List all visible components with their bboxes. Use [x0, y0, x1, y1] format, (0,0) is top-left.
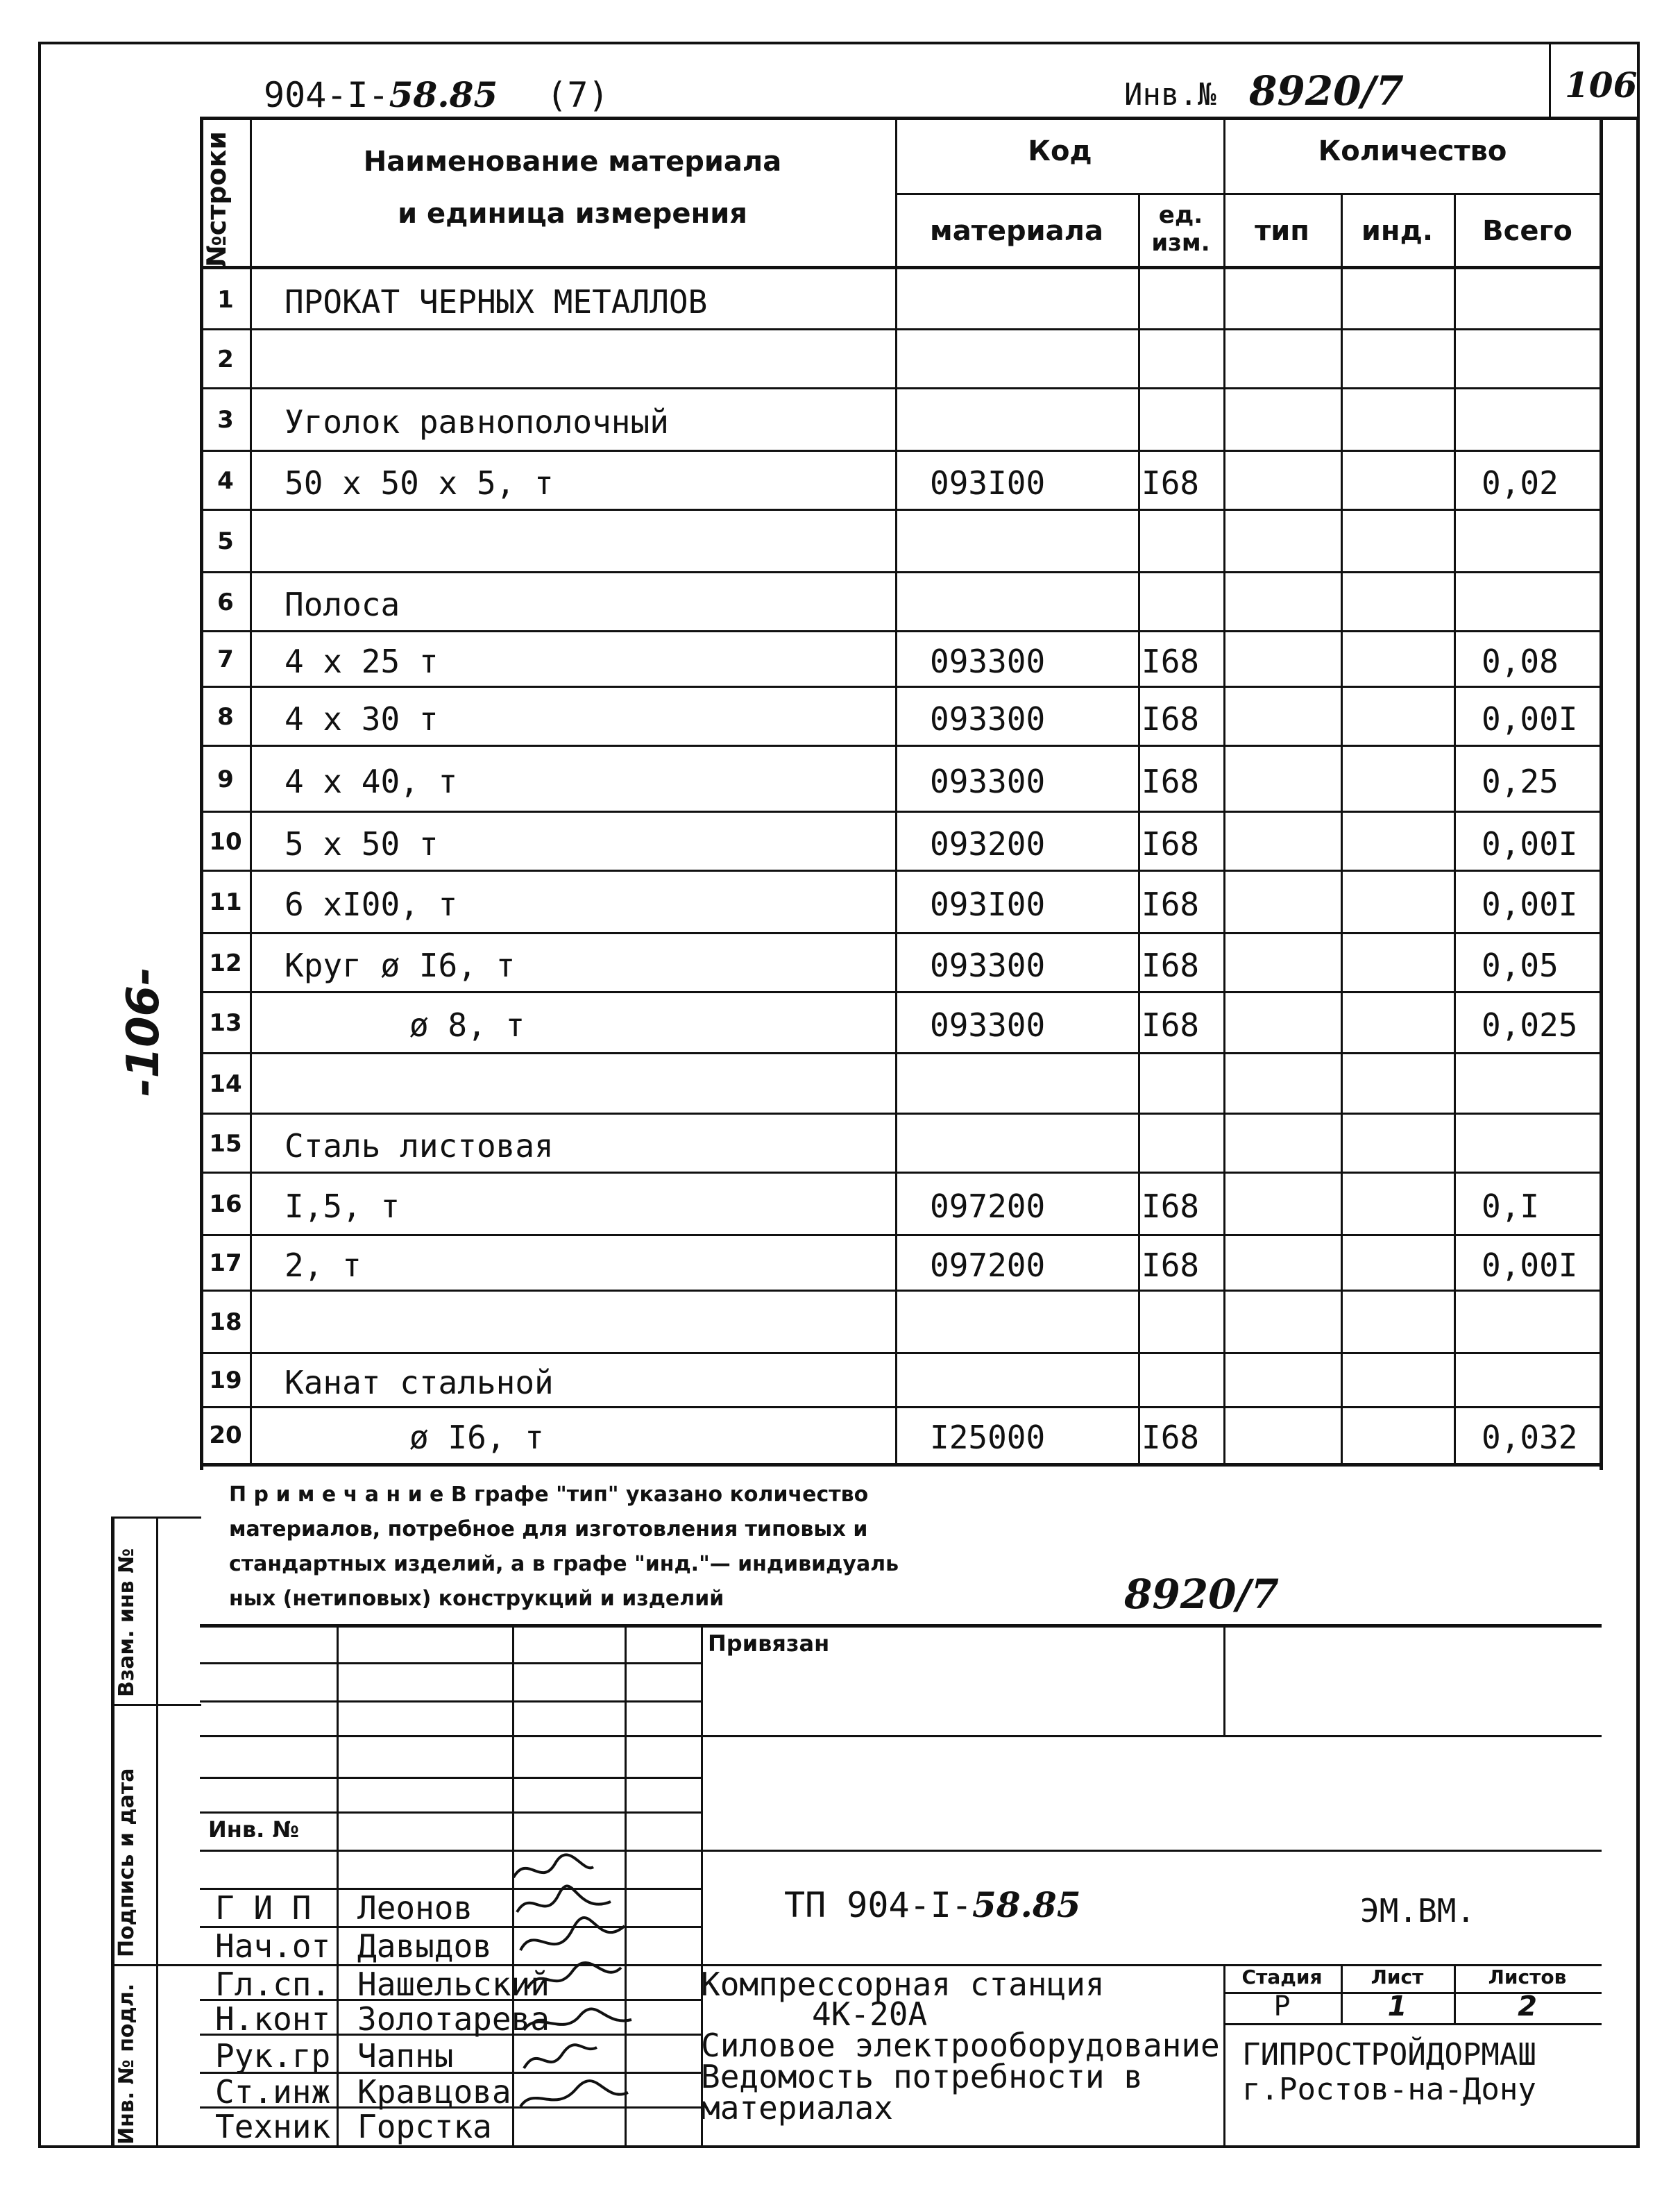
- row-material-name: Сталь листовая: [285, 1126, 554, 1165]
- col-type-header: тип: [1255, 215, 1309, 247]
- sheet-value: 1: [1387, 1991, 1407, 2022]
- tb-row-c: [200, 1735, 1602, 1737]
- row-unit-code: I68: [1142, 643, 1200, 680]
- row-unit-code: I68: [1142, 1247, 1200, 1284]
- col-sep-unit: [1223, 117, 1225, 1463]
- row-material-name: 4 х 25 т: [285, 643, 439, 680]
- row-material-code: 093I00: [930, 464, 1046, 502]
- row-number: 3: [217, 406, 234, 434]
- row-material-code: 097200: [930, 1247, 1046, 1284]
- page-no-divider: [1549, 42, 1551, 118]
- row-unit-code: I68: [1142, 700, 1200, 738]
- margin-top: [111, 1517, 201, 1519]
- row-divider: [200, 1234, 1602, 1236]
- staff-role: Техник: [215, 2108, 331, 2145]
- row-number: 10: [209, 827, 242, 856]
- note-handwritten-number: 8920/7: [1124, 1571, 1279, 1618]
- col-sep-type: [1341, 194, 1343, 1463]
- stage-value: Р: [1273, 1991, 1291, 2022]
- row-divider: [200, 1406, 1602, 1408]
- row-number: 11: [209, 888, 242, 916]
- row-material-name: ø 8, т: [409, 1006, 525, 1044]
- tb-col-1: [337, 1624, 339, 2148]
- staff-name: Леонов: [357, 1889, 473, 1927]
- row-unit-code: I68: [1142, 1188, 1200, 1225]
- staff-name: Горстка: [357, 2108, 492, 2145]
- row-divider: [200, 1352, 1602, 1354]
- tb-row-f: [200, 1850, 1602, 1852]
- row-total-quantity: 0,05: [1482, 946, 1559, 984]
- row-unit-code: I68: [1142, 1419, 1200, 1456]
- row-total-quantity: 0,00I: [1482, 886, 1578, 923]
- row-unit-code: I68: [1142, 464, 1200, 502]
- col-sep-name: [895, 117, 897, 1463]
- row-material-name: Канат стальной: [285, 1364, 554, 1401]
- page-number: 106: [1565, 65, 1638, 105]
- row-divider: [200, 630, 1602, 632]
- row-number: 18: [209, 1308, 242, 1336]
- side-page-number: -106-: [118, 967, 169, 1097]
- row-divider: [200, 328, 1602, 330]
- row-divider: [200, 991, 1602, 993]
- col-material-header: материала: [930, 215, 1103, 247]
- row-divider: [200, 1290, 1602, 1292]
- tb-project-2: 4К-20А: [812, 1995, 928, 2033]
- staff-role: Г И П: [215, 1889, 312, 1927]
- col-sep-ind: [1454, 194, 1456, 1463]
- row-divider: [200, 571, 1602, 573]
- inv-label: Инв.№: [1124, 77, 1216, 112]
- row-divider: [200, 1052, 1602, 1054]
- row-total-quantity: 0,00I: [1482, 1247, 1578, 1284]
- row-divider: [200, 1172, 1602, 1174]
- row-total-quantity: 0,00I: [1482, 700, 1578, 738]
- margin-divider: [156, 1517, 158, 2148]
- row-material-name: ПРОКАТ ЧЕРНЫХ МЕТАЛЛОВ: [285, 282, 708, 321]
- row-total-quantity: 0,02: [1482, 464, 1559, 502]
- staff-role: Рук.гр: [215, 2037, 331, 2075]
- row-number: 9: [217, 765, 234, 793]
- margin-podpis: Подпись и дата: [114, 1768, 139, 1957]
- staff-role: Гл.сп.: [215, 1966, 331, 2003]
- row-unit-code: I68: [1142, 825, 1200, 863]
- tb-stage-bottom: [1223, 2023, 1602, 2025]
- row-material-code: 093I00: [930, 886, 1046, 923]
- staff-role: Нач.от: [215, 1927, 331, 1965]
- col-name-header-1: Наименование материала: [363, 146, 782, 178]
- stage-label: Стадия: [1241, 1966, 1323, 1988]
- header-mid-line: [895, 193, 1601, 195]
- row-material-code: 093300: [930, 762, 1046, 800]
- row-unit-code: I68: [1142, 946, 1200, 984]
- row-number: 5: [217, 527, 234, 555]
- table-bottom: [200, 1463, 1602, 1467]
- row-divider: [200, 1113, 1602, 1115]
- row-material-name: 50 х 50 х 5, т: [285, 464, 554, 502]
- row-material-code: 097200: [930, 1188, 1046, 1225]
- note-line-4: ных (нетиповых) конструкций и изделий: [229, 1587, 724, 1611]
- row-material-code: 093300: [930, 643, 1046, 680]
- row-material-code: 093300: [930, 700, 1046, 738]
- row-total-quantity: 0,025: [1482, 1006, 1578, 1044]
- tb-doc-mark: ЭМ.ВМ.: [1360, 1892, 1476, 1929]
- staff-name: Кравцова: [357, 2073, 511, 2111]
- row-unit-code: I68: [1142, 886, 1200, 923]
- row-number: 6: [217, 588, 234, 616]
- row-divider: [200, 686, 1602, 688]
- org-city: г.Ростов-на-Дону: [1242, 2072, 1536, 2107]
- note-line-3: стандартных изделий, а в графе "инд."— индивидуаль: [229, 1552, 899, 1576]
- note-line-1: П р и м е ч а н и е В графе "тип" указано количество: [229, 1482, 869, 1507]
- row-material-name: I,5, т: [285, 1188, 400, 1225]
- row-number: 1: [217, 285, 234, 314]
- margin-sep-2: [111, 1964, 201, 1966]
- tb-row-a: [200, 1662, 701, 1664]
- row-number: 4: [217, 466, 234, 495]
- row-divider: [200, 450, 1602, 452]
- row-material-name: 6 хI00, т: [285, 886, 458, 923]
- col-unit-header-2: изм.: [1151, 229, 1210, 257]
- row-material-name: 5 х 50 т: [285, 825, 439, 863]
- sheets-value: 2: [1518, 1991, 1537, 2022]
- header-bottom: [200, 266, 1602, 269]
- privyazan-label: Привязан: [708, 1630, 830, 1657]
- row-number: 7: [217, 645, 234, 673]
- staff-name: Давыдов: [357, 1927, 492, 1965]
- col-ind-header: инд.: [1361, 215, 1434, 247]
- row-material-name: Круг ø I6, т: [285, 946, 516, 984]
- row-number: 16: [209, 1190, 242, 1218]
- row-total-quantity: 0,25: [1482, 762, 1559, 800]
- doc-code: 904-I-58.85 (7): [264, 74, 609, 115]
- col-sep-code: [1138, 194, 1140, 1463]
- inv-value: 8920/7: [1249, 67, 1404, 115]
- col-sep-rowno: [250, 117, 252, 1463]
- row-divider: [200, 932, 1602, 934]
- row-divider: [200, 745, 1602, 747]
- row-number: 19: [209, 1367, 242, 1394]
- signatures-image: [507, 1846, 645, 2145]
- row-number: 14: [209, 1070, 242, 1098]
- row-total-quantity: 0,00I: [1482, 825, 1578, 863]
- row-total-quantity: 0,032: [1482, 1419, 1578, 1456]
- row-unit-code: I68: [1142, 762, 1200, 800]
- margin-sep-1: [111, 1704, 201, 1706]
- row-number: 12: [209, 949, 242, 977]
- col-name-header-2: и единица измерения: [398, 198, 747, 230]
- margin-inv-podl: Инв. № подл.: [114, 1983, 139, 2145]
- staff-role: Ст.инж: [215, 2073, 331, 2111]
- tb-desc-3: материалах: [701, 2089, 893, 2127]
- row-material-code: 093300: [930, 1006, 1046, 1044]
- row-material-name: 4 х 30 т: [285, 700, 439, 738]
- col-rowno-header: №строки: [201, 131, 232, 267]
- row-divider: [200, 387, 1602, 389]
- row-material-name: ø I6, т: [409, 1419, 544, 1456]
- row-total-quantity: 0,08: [1482, 643, 1559, 680]
- row-number: 15: [209, 1129, 242, 1158]
- title-block-top: [200, 1624, 1602, 1628]
- row-number: 2: [217, 345, 234, 373]
- tb-row-b: [200, 1700, 701, 1703]
- col-qty-header: Количество: [1318, 135, 1507, 167]
- row-material-name: Полоса: [285, 585, 400, 623]
- table-right: [1600, 117, 1603, 1470]
- row-total-quantity: 0,I: [1482, 1188, 1540, 1225]
- tb-inv-no: Инв. №: [208, 1816, 299, 1843]
- row-unit-code: I68: [1142, 1006, 1200, 1044]
- table-left: [200, 117, 203, 1470]
- row-number: 8: [217, 702, 234, 731]
- row-number: 17: [209, 1249, 242, 1277]
- sheets-label: Листов: [1488, 1966, 1567, 1988]
- col-unit-header-1: ед.: [1158, 201, 1203, 229]
- right-border: [1636, 118, 1640, 2148]
- org-name: ГИПРОСТРОЙДОРМАШ: [1242, 2037, 1536, 2072]
- row-material-code: 093300: [930, 946, 1046, 984]
- sheet-label: Лист: [1371, 1966, 1424, 1988]
- tb-doc-code: ТП 904-I-58.85: [784, 1884, 1081, 1925]
- tb-privyazan-divider: [1223, 1624, 1225, 1735]
- row-material-name: Уголок равнополочный: [285, 403, 669, 441]
- tb-desc-2: Ведомость потребности в: [701, 2058, 1143, 2095]
- table-top: [200, 117, 1638, 120]
- tb-row-d: [200, 1777, 701, 1779]
- staff-name: Золотарева: [357, 2000, 550, 2038]
- row-material-code: 093200: [930, 825, 1046, 863]
- row-divider: [200, 870, 1602, 872]
- staff-name: Чапны: [357, 2037, 454, 2075]
- staff-role: Н.конт: [215, 2000, 331, 2038]
- staff-name: Нашельский: [357, 1966, 550, 2003]
- row-material-name: 2, т: [285, 1247, 362, 1284]
- row-divider: [200, 509, 1602, 511]
- row-material-name: 4 х 40, т: [285, 762, 458, 800]
- tb-project-1: Компрессорная станция: [701, 1966, 1105, 2003]
- row-material-code: I25000: [930, 1419, 1046, 1456]
- tb-desc-1: Силовое электрооборудование: [701, 2027, 1220, 2064]
- margin-vzam-inv: Взам. инв №: [114, 1548, 139, 1697]
- note-line-2: материалов, потребное для изготовления типовых и: [229, 1517, 868, 1541]
- row-divider: [200, 811, 1602, 813]
- col-total-header: Всего: [1482, 215, 1572, 247]
- row-number: 13: [209, 1009, 242, 1037]
- row-number: 20: [209, 1421, 242, 1449]
- col-code-header: Код: [1028, 135, 1092, 167]
